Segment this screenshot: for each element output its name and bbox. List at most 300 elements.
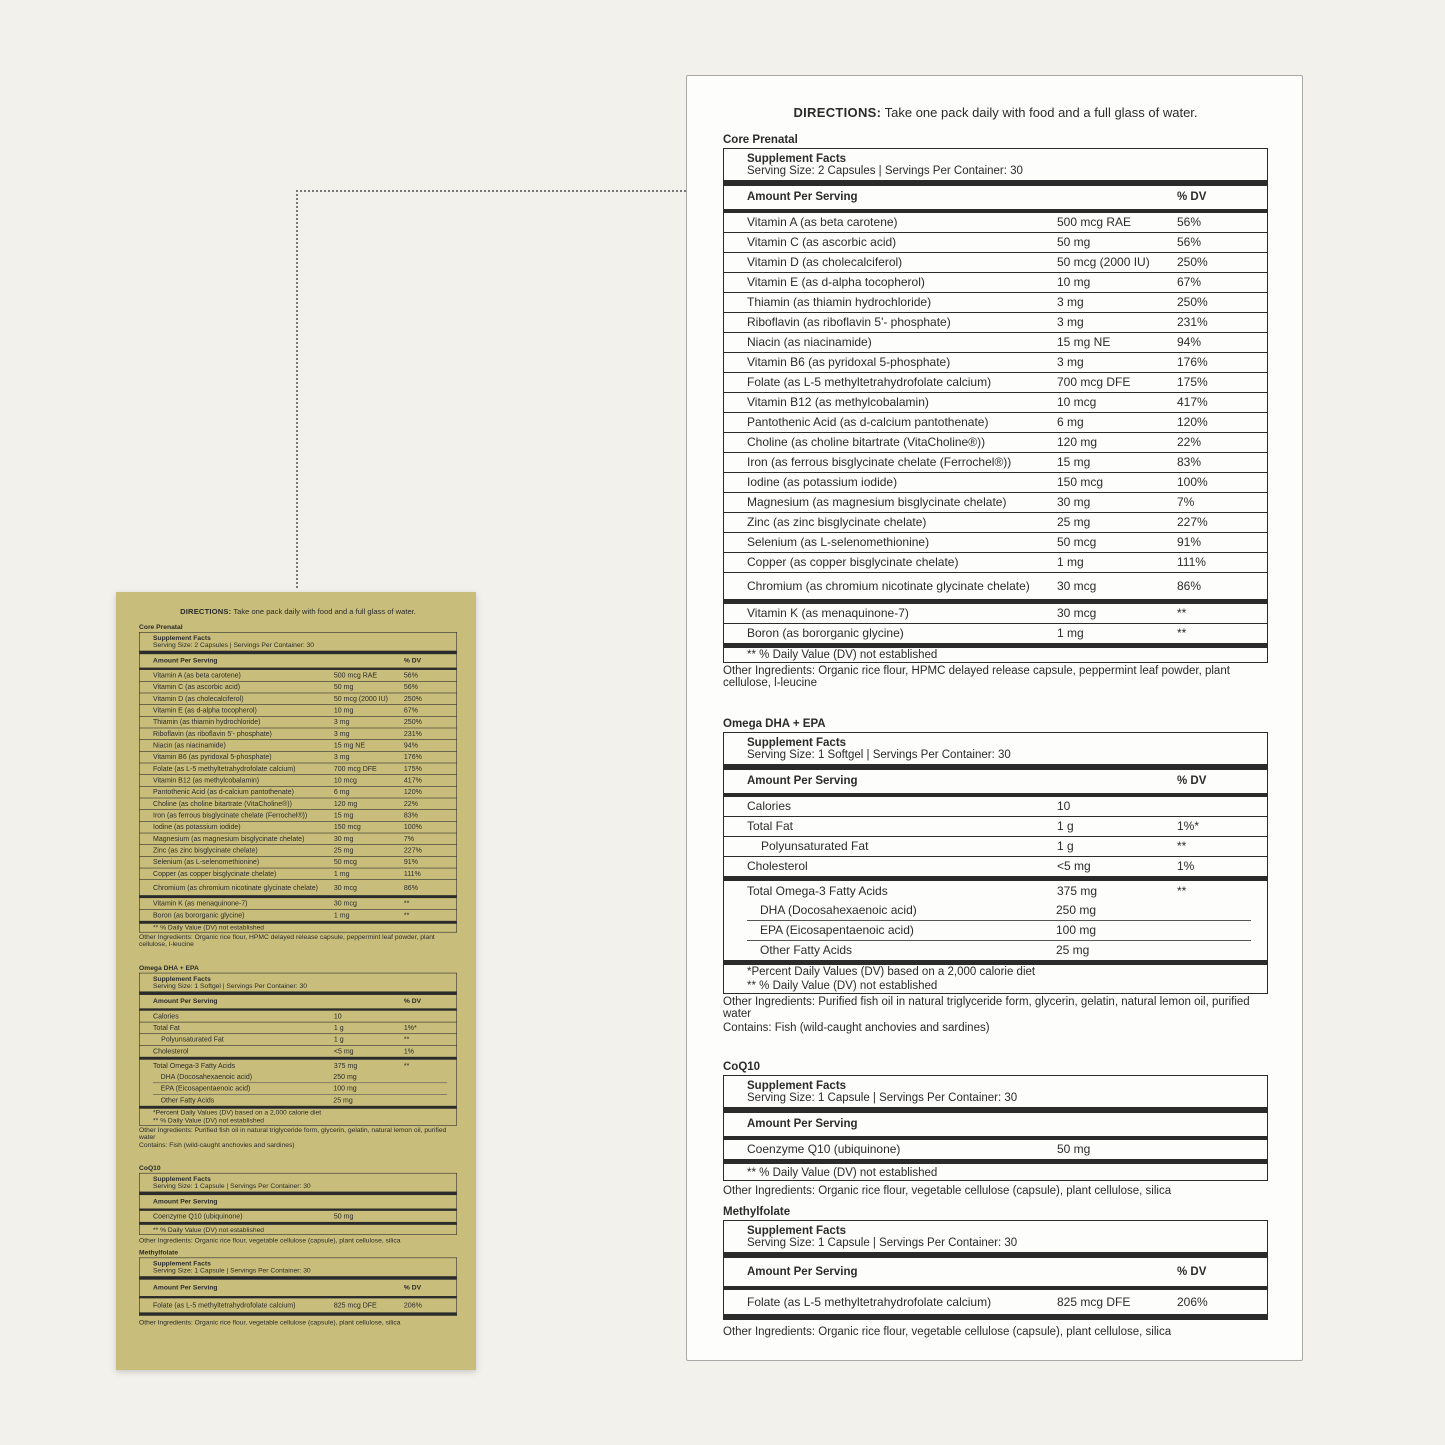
nutrient-amount: 6 mg	[1057, 415, 1084, 429]
nutrient-amount: 6 mg	[333, 787, 350, 796]
nutrient-dv: 22%	[403, 799, 418, 808]
nutrient-name: Total Omega-3 Fatty Acids	[153, 1061, 236, 1070]
dv-label: % DV	[403, 657, 422, 665]
nutrient-amount: 15 mg NE	[1057, 335, 1111, 349]
facts-header	[140, 1174, 457, 1196]
nutrient-dv: **	[403, 899, 410, 908]
nutrient-row	[140, 682, 457, 694]
dv-note: ** % Daily Value (DV) not established	[747, 649, 938, 661]
nutrient-dv: 250%	[1177, 255, 1208, 269]
section-title: Omega DHA + EPA	[723, 718, 826, 730]
nutrient-name: Vitamin A (as beta carotene)	[747, 215, 898, 229]
nutrient-dv: 56%	[403, 682, 418, 691]
nutrient-amount: 1 g	[333, 1035, 344, 1044]
nutrient-name: Niacin (as niacinamide)	[747, 335, 872, 349]
supplement-facts-table	[723, 1075, 1268, 1181]
nutrient-dv: 231%	[1177, 315, 1208, 329]
amount-label: Amount Per Serving	[153, 1198, 218, 1206]
omega-sub-rows	[140, 1071, 457, 1108]
nutrient-dv: **	[403, 1035, 410, 1044]
nutrient-row	[140, 857, 457, 869]
serving-info: Serving Size: 1 Capsule | Servings Per Container: 30	[747, 1237, 1018, 1249]
amount-label: Amount Per Serving	[153, 657, 218, 665]
nutrient-dv: 91%	[403, 857, 418, 866]
nutrient-amount: 825 mcg DFE	[333, 1300, 377, 1310]
nutrient-name: Zinc (as zinc bisglycinate chelate)	[153, 846, 258, 855]
nutrient-row	[140, 910, 457, 924]
facts-header	[140, 973, 457, 995]
nutrient-name: Boron (as bororganic glycine)	[747, 626, 904, 640]
nutrient-row	[140, 1022, 457, 1034]
nutrient-dv: 56%	[1177, 215, 1202, 229]
nutrient-row	[724, 857, 1267, 881]
nutrient-name: Total Fat	[153, 1023, 180, 1032]
nutrient-row	[140, 693, 457, 705]
nutrient-row	[140, 1211, 457, 1225]
nutrient-amount: 3 mg	[333, 729, 350, 738]
nutrient-amount: 250 mg	[1056, 903, 1097, 917]
nutrient-name: Thiamin (as thiamin hydrochloride)	[153, 717, 261, 726]
nutrient-row	[140, 880, 457, 898]
facts-title: Supplement Facts	[747, 153, 847, 165]
nutrient-row	[724, 817, 1267, 837]
methylfolate-section	[723, 1206, 1268, 1338]
dv-label: % DV	[1177, 775, 1207, 787]
nutrient-name: Cholesterol	[153, 1046, 189, 1056]
serving-info: Serving Size: 1 Capsule | Servings Per Container: 30	[153, 1267, 311, 1275]
supplement-facts-table	[723, 148, 1268, 663]
nutrient-row	[724, 373, 1267, 393]
dv-note: *Percent Daily Values (DV) based on a 2,000 calorie diet	[153, 1109, 322, 1117]
nutrient-amount: 50 mcg	[333, 857, 357, 866]
nutrient-name: Folate (as L-5 methyltetrahydrofolate calcium)	[153, 1300, 296, 1310]
facts-header	[724, 733, 1267, 770]
nutrient-dv: **	[1177, 884, 1187, 898]
nutrient-name: Iodine (as potassium iodide)	[153, 822, 241, 831]
nutrient-name: Vitamin D (as cholecalciferol)	[747, 255, 903, 269]
nutrient-row	[724, 453, 1267, 473]
leader-line-horizontal	[296, 190, 686, 192]
nutrient-name: Magnesium (as magnesium bisglycinate chelate)	[153, 834, 305, 843]
nutrient-name: Coenzyme Q10 (ubiquinone)	[153, 1212, 243, 1221]
nutrient-amount: 1 g	[1057, 819, 1074, 833]
nutrient-name: Polyunsaturated Fat	[161, 1035, 224, 1044]
nutrient-name: Iodine (as potassium iodide)	[747, 475, 898, 489]
directions	[723, 105, 1268, 120]
coq10-section	[723, 1061, 1268, 1197]
nutrient-row	[724, 1290, 1267, 1319]
nutrient-dv: 111%	[1177, 555, 1206, 569]
nutrient-name: Chromium (as chromium nicotinate glycinate chelate)	[747, 578, 1030, 593]
nutrient-name: Vitamin K (as menaquinone-7)	[747, 606, 909, 620]
nutrient-dv: 94%	[1177, 335, 1202, 349]
other-ingredients: Other Ingredients: Purified fish oil in natural triglyceride form, glycerin, gelatin, natural lemon oil, purified water	[723, 996, 1250, 1020]
nutrient-row	[724, 213, 1267, 233]
nutrient-row	[724, 433, 1267, 453]
supplement-facts-table	[139, 1173, 457, 1235]
nutrient-dv: 86%	[1177, 578, 1202, 593]
nutrient-amount: 30 mcg	[333, 883, 357, 892]
nutrient-dv: 120%	[403, 787, 422, 796]
nutrient-dv: 100%	[403, 822, 422, 831]
nutrient-row	[140, 787, 457, 799]
dv-label: % DV	[403, 997, 422, 1005]
directions-text: Take one pack daily with food and a full glass of water.	[881, 105, 1198, 120]
nutrient-dv: 1%	[403, 1046, 415, 1056]
nutrient-name: Pantothenic Acid (as d-calcium pantothenate)	[153, 787, 294, 796]
other-ingredients: Other Ingredients: Purified fish oil in natural triglyceride form, glycerin, gelatin, natural lemon oil, purified water	[139, 1126, 447, 1141]
facts-title: Supplement Facts	[747, 1080, 847, 1092]
nutrient-name: Calories	[747, 799, 792, 813]
nutrient-amount: 10	[333, 1011, 342, 1021]
nutrient-amount: 50 mg	[333, 1212, 354, 1221]
dv-note: ** % Daily Value (DV) not established	[153, 924, 265, 932]
supplement-facts-table	[139, 632, 457, 933]
section-title: Methylfolate	[723, 1206, 791, 1218]
nutrient-name: Niacin (as niacinamide)	[153, 741, 226, 750]
nutrient-name: Chromium (as chromium nicotinate glycinate chelate)	[153, 883, 319, 892]
nutrient-row	[140, 810, 457, 822]
nutrient-amount: 30 mcg	[333, 899, 357, 908]
nutrient-row	[140, 740, 457, 752]
nutrient-row	[724, 553, 1267, 573]
serving-info: Serving Size: 1 Capsule | Servings Per Container: 30	[153, 1182, 311, 1190]
nutrient-name: Selenium (as L-selenomethionine)	[747, 535, 930, 549]
nutrient-amount: 25 mg	[1057, 515, 1091, 529]
serving-info: Serving Size: 1 Softgel | Servings Per Container: 30	[153, 982, 307, 990]
nutrient-row	[140, 752, 457, 764]
nutrient-row	[724, 473, 1267, 493]
nutrient-row	[724, 273, 1267, 293]
nutrient-name: Vitamin B6 (as pyridoxal 5-phosphate)	[747, 355, 951, 369]
nutrient-name: Vitamin D (as cholecalciferol)	[153, 694, 244, 703]
nutrient-amount: 10 mcg	[333, 776, 357, 785]
nutrient-dv: 56%	[403, 671, 418, 680]
nutrient-row	[140, 1034, 457, 1046]
nutrient-row	[724, 797, 1267, 817]
nutrient-amount: 3 mg	[333, 717, 350, 726]
nutrient-dv: 176%	[1177, 355, 1208, 369]
nutrient-amount: 10	[1057, 799, 1071, 813]
nutrient-row	[724, 493, 1267, 513]
nutrient-amount: 100 mg	[1056, 923, 1097, 937]
amount-header-row	[140, 654, 457, 670]
detail-content	[687, 76, 1303, 1338]
nutrient-row	[140, 728, 457, 740]
nutrient-dv: 176%	[403, 752, 422, 761]
nutrient-amount: 30 mg	[333, 834, 354, 843]
nutrient-dv: 206%	[403, 1300, 422, 1310]
facts-header	[724, 1076, 1267, 1113]
nutrient-name: DHA (Docosahexaenoic acid)	[160, 1072, 253, 1081]
nutrient-dv: **	[1177, 606, 1187, 620]
amount-header-row	[724, 770, 1267, 797]
dv-note: ** % Daily Value (DV) not established	[153, 1117, 265, 1125]
section-title: CoQ10	[723, 1061, 761, 1073]
nutrient-row	[140, 1046, 457, 1060]
nutrient-row	[747, 921, 1251, 941]
nutrient-dv: 83%	[1177, 455, 1202, 469]
nutrient-row	[724, 837, 1267, 857]
nutrient-dv: 67%	[403, 706, 418, 715]
nutrient-amount: 10 mg	[1057, 275, 1091, 289]
nutrient-dv: **	[403, 1061, 410, 1070]
dv-label: % DV	[403, 1284, 422, 1292]
nutrient-row	[724, 333, 1267, 353]
nutrient-row	[140, 1060, 457, 1071]
facts-header	[724, 149, 1267, 186]
nutrient-name: Calories	[153, 1011, 179, 1021]
nutrient-amount: 30 mg	[1057, 495, 1091, 509]
serving-info: Serving Size: 1 Softgel | Servings Per Container: 30	[747, 749, 1011, 761]
facts-header	[724, 1221, 1267, 1258]
nutrient-dv: 1%*	[1177, 819, 1200, 833]
coq10-section	[139, 1165, 457, 1244]
supplement-facts-table	[723, 1220, 1268, 1320]
nutrient-row	[140, 775, 457, 787]
nutrient-name: Choline (as choline bitartrate (VitaCholine®))	[747, 435, 986, 449]
nutrient-name: Vitamin E (as d-alpha tocopherol)	[153, 706, 257, 715]
nutrient-row	[153, 1071, 447, 1083]
nutrient-row	[724, 233, 1267, 253]
nutrient-name: Total Omega-3 Fatty Acids	[747, 884, 888, 898]
nutrient-name: EPA (Eicosapentaenoic acid)	[760, 923, 914, 937]
nutrient-name: Folate (as L-5 methyltetrahydrofolate calcium)	[747, 375, 992, 389]
nutrient-name: Vitamin B6 (as pyridoxal 5-phosphate)	[153, 752, 272, 761]
amount-label: Amount Per Serving	[747, 775, 858, 787]
nutrient-rows-no-dv	[140, 898, 457, 924]
nutrient-amount: 150 mcg	[333, 822, 361, 831]
nutrient-name: DHA (Docosahexaenoic acid)	[760, 903, 917, 917]
nutrient-row	[724, 253, 1267, 273]
amount-header-row	[724, 186, 1267, 213]
nutrient-amount: 15 mg	[333, 811, 354, 820]
nutrient-amount: 50 mcg	[1057, 535, 1097, 549]
label-detail	[686, 75, 1303, 1361]
methylfolate-section	[139, 1249, 457, 1326]
nutrient-name: Other Fatty Acids	[160, 1095, 215, 1105]
nutrient-dv: 206%	[1177, 1294, 1208, 1309]
nutrient-name: Magnesium (as magnesium bisglycinate chelate)	[747, 495, 1007, 509]
nutrient-name: Riboflavin (as riboflavin 5'- phosphate)	[153, 729, 272, 738]
nutrient-dv: 111%	[403, 869, 421, 878]
nutrient-amount: 50 mcg (2000 IU)	[1057, 255, 1150, 269]
nutrient-amount: 25 mg	[1056, 943, 1090, 957]
nutrient-name: Vitamin K (as menaquinone-7)	[153, 899, 248, 908]
leader-line-vertical	[296, 190, 298, 588]
directions	[139, 607, 457, 616]
nutrient-dv: 100%	[1177, 475, 1208, 489]
other-ingredients: Other Ingredients: Organic rice flour, HPMC delayed release capsule, peppermint leaf powder, plant cellulose, l-leucine	[139, 933, 435, 948]
nutrient-amount: 25 mg	[333, 1095, 353, 1105]
amount-header-row	[140, 1195, 457, 1211]
label-sheet	[118, 592, 476, 1326]
nutrient-amount: 700 mcg DFE	[1057, 375, 1131, 389]
supplement-facts-table	[139, 1258, 457, 1316]
nutrient-amount: <5 mg	[333, 1046, 354, 1056]
nutrient-row	[140, 705, 457, 717]
nutrient-amount: 50 mg	[1057, 1142, 1091, 1156]
serving-info: Serving Size: 2 Capsules | Servings Per Container: 30	[153, 641, 315, 649]
nutrient-name: Vitamin C (as ascorbic acid)	[747, 235, 897, 249]
nutrient-dv: 83%	[403, 811, 418, 820]
nutrient-amount: <5 mg	[1057, 859, 1091, 873]
nutrient-dv: 56%	[1177, 235, 1202, 249]
contains-note: Contains: Fish (wild-caught anchovies and sardines)	[723, 1022, 990, 1034]
nutrient-dv: 417%	[403, 776, 422, 785]
nutrient-row	[724, 573, 1267, 604]
nutrient-name: Total Fat	[747, 819, 794, 833]
nutrient-name: EPA (Eicosapentaenoic acid)	[160, 1084, 251, 1093]
nutrient-name: Iron (as ferrous bisglycinate chelate (Ferrochel®))	[153, 811, 308, 820]
nutrient-name: Riboflavin (as riboflavin 5'- phosphate)	[747, 315, 951, 329]
nutrient-name: Other Fatty Acids	[760, 943, 853, 957]
nutrient-dv: 231%	[403, 729, 422, 738]
nutrient-name: Coenzyme Q10 (ubiquinone)	[747, 1142, 901, 1156]
nutrient-dv: 227%	[403, 846, 422, 855]
nutrient-dv: 120%	[1177, 415, 1208, 429]
nutrient-amount: 3 mg	[1057, 355, 1084, 369]
facts-header	[140, 1258, 457, 1280]
nutrient-row	[724, 293, 1267, 313]
amount-header-row	[724, 1258, 1267, 1290]
supplement-facts-table	[139, 973, 457, 1126]
label-sheet	[687, 76, 1303, 1338]
nutrient-name: Polyunsaturated Fat	[761, 839, 869, 853]
nutrient-dv: 91%	[1177, 535, 1202, 549]
nutrient-row	[140, 670, 457, 682]
nutrient-name: Zinc (as zinc bisglycinate chelate)	[747, 515, 927, 529]
nutrient-amount: 250 mg	[333, 1072, 357, 1081]
nutrient-amount: 15 mg NE	[333, 741, 366, 750]
nutrient-dv: 94%	[403, 741, 418, 750]
facts-title: Supplement Facts	[153, 1175, 211, 1183]
thumbnail-content	[118, 592, 476, 1326]
nutrient-row	[724, 513, 1267, 533]
nutrient-name: Vitamin B12 (as methylcobalamin)	[747, 395, 929, 409]
section-title: Core Prenatal	[723, 134, 798, 146]
nutrient-dv: 227%	[1177, 515, 1208, 529]
dv-label: % DV	[1177, 1265, 1207, 1278]
nutrient-amount: 1 mg	[1057, 626, 1084, 640]
nutrient-dv: 250%	[403, 717, 422, 726]
nutrient-dv: **	[1177, 839, 1187, 853]
directions-label: DIRECTIONS:	[793, 105, 882, 120]
nutrient-amount: 500 mcg RAE	[333, 671, 378, 680]
nutrient-name: Iron (as ferrous bisglycinate chelate (Ferrochel®))	[747, 455, 1012, 469]
nutrient-amount: 1 g	[1057, 839, 1074, 853]
nutrient-dv: 7%	[403, 834, 415, 843]
nutrient-row	[140, 1298, 457, 1315]
nutrient-amount: 100 mg	[333, 1084, 357, 1093]
nutrient-amount: 15 mg	[1057, 455, 1091, 469]
dv-label: % DV	[1177, 191, 1207, 203]
nutrient-row	[140, 845, 457, 857]
nutrient-name: Thiamin (as thiamin hydrochloride)	[747, 295, 932, 309]
nutrient-amount: 50 mg	[1057, 235, 1091, 249]
nutrient-amount: 1 mg	[1057, 555, 1084, 569]
facts-title: Supplement Facts	[747, 1225, 847, 1237]
nutrient-amount: 1 mg	[333, 910, 350, 920]
amount-label: Amount Per Serving	[153, 997, 218, 1005]
amount-header-row	[140, 1280, 457, 1299]
amount-header-row	[724, 1113, 1267, 1140]
nutrient-amount: 700 mcg DFE	[333, 764, 377, 773]
amount-label: Amount Per Serving	[747, 191, 858, 203]
nutrient-amount: 825 mcg DFE	[1057, 1294, 1131, 1309]
nutrient-name: Copper (as copper bisglycinate chelate)	[747, 555, 959, 569]
nutrient-row	[140, 898, 457, 910]
nutrient-dv: 1%	[1177, 859, 1195, 873]
nutrient-row	[140, 868, 457, 880]
other-ingredients: Other Ingredients: Organic rice flour, vegetable cellulose (capsule), plant cellulose, silica	[139, 1319, 401, 1327]
nutrient-dv: 250%	[1177, 295, 1208, 309]
nutrient-name: Copper (as copper bisglycinate chelate)	[153, 869, 277, 878]
nutrient-row	[140, 763, 457, 775]
nutrient-amount: 120 mg	[333, 799, 358, 808]
other-ingredients: Other Ingredients: Organic rice flour, HPMC delayed release capsule, peppermint leaf powder, plant cellulose, l-leucine	[723, 665, 1230, 689]
nutrient-amount: 1 g	[333, 1023, 344, 1032]
nutrient-rows	[724, 213, 1267, 604]
nutrient-row	[140, 833, 457, 845]
nutrient-row	[724, 533, 1267, 553]
nutrient-dv: 22%	[1177, 435, 1202, 449]
nutrient-dv: 1%*	[403, 1023, 417, 1032]
nutrient-row	[724, 1140, 1267, 1164]
nutrient-dv: 67%	[1177, 275, 1202, 289]
nutrient-row	[724, 313, 1267, 333]
nutrient-name: Folate (as L-5 methyltetrahydrofolate calcium)	[747, 1294, 992, 1309]
label-thumbnail	[116, 592, 476, 1370]
nutrient-row	[140, 822, 457, 834]
nutrient-rows-no-dv	[724, 604, 1267, 648]
nutrient-amount: 375 mg	[1057, 884, 1098, 898]
dv-note: ** % Daily Value (DV) not established	[153, 1226, 265, 1234]
nutrient-dv: 86%	[403, 883, 418, 892]
amount-label: Amount Per Serving	[153, 1284, 218, 1292]
serving-info: Serving Size: 1 Capsule | Servings Per Container: 30	[747, 1092, 1018, 1104]
nutrient-row	[140, 1011, 457, 1023]
section-title: Methylfolate	[139, 1249, 179, 1257]
nutrient-dv: **	[1177, 626, 1187, 640]
amount-header-row	[140, 995, 457, 1011]
omega-section	[139, 965, 457, 1149]
nutrient-name: Pantothenic Acid (as d-calcium pantothenate)	[747, 415, 989, 429]
nutrient-amount: 10 mcg	[1057, 395, 1097, 409]
section-title: Omega DHA + EPA	[139, 964, 199, 972]
omega-section	[723, 718, 1268, 1034]
nutrient-row	[747, 941, 1251, 960]
directions-text: Take one pack daily with food and a full glass of water.	[231, 606, 416, 616]
amount-label: Amount Per Serving	[747, 1118, 858, 1130]
section-title: Core Prenatal	[139, 623, 183, 631]
core-prenatal-section	[139, 624, 457, 948]
nutrient-dv: 417%	[1177, 395, 1208, 409]
facts-title: Supplement Facts	[153, 975, 211, 983]
nutrient-name: Folate (as L-5 methyltetrahydrofolate calcium)	[153, 764, 296, 773]
directions-label: DIRECTIONS:	[180, 606, 232, 616]
nutrient-row	[140, 717, 457, 729]
other-ingredients: Other Ingredients: Organic rice flour, vegetable cellulose (capsule), plant cellulose, silica	[139, 1237, 401, 1245]
serving-info: Serving Size: 2 Capsules | Servings Per Container: 30	[747, 165, 1023, 177]
nutrient-dv: 175%	[403, 764, 422, 773]
nutrient-row	[153, 1095, 447, 1106]
dv-note: *Percent Daily Values (DV) based on a 2,000 calorie diet	[747, 966, 1036, 978]
nutrient-amount: 30 mcg	[1057, 578, 1097, 593]
nutrient-amount: 25 mg	[333, 846, 354, 855]
nutrient-name: Boron (as bororganic glycine)	[153, 910, 245, 920]
nutrient-dv: 175%	[1177, 375, 1208, 389]
